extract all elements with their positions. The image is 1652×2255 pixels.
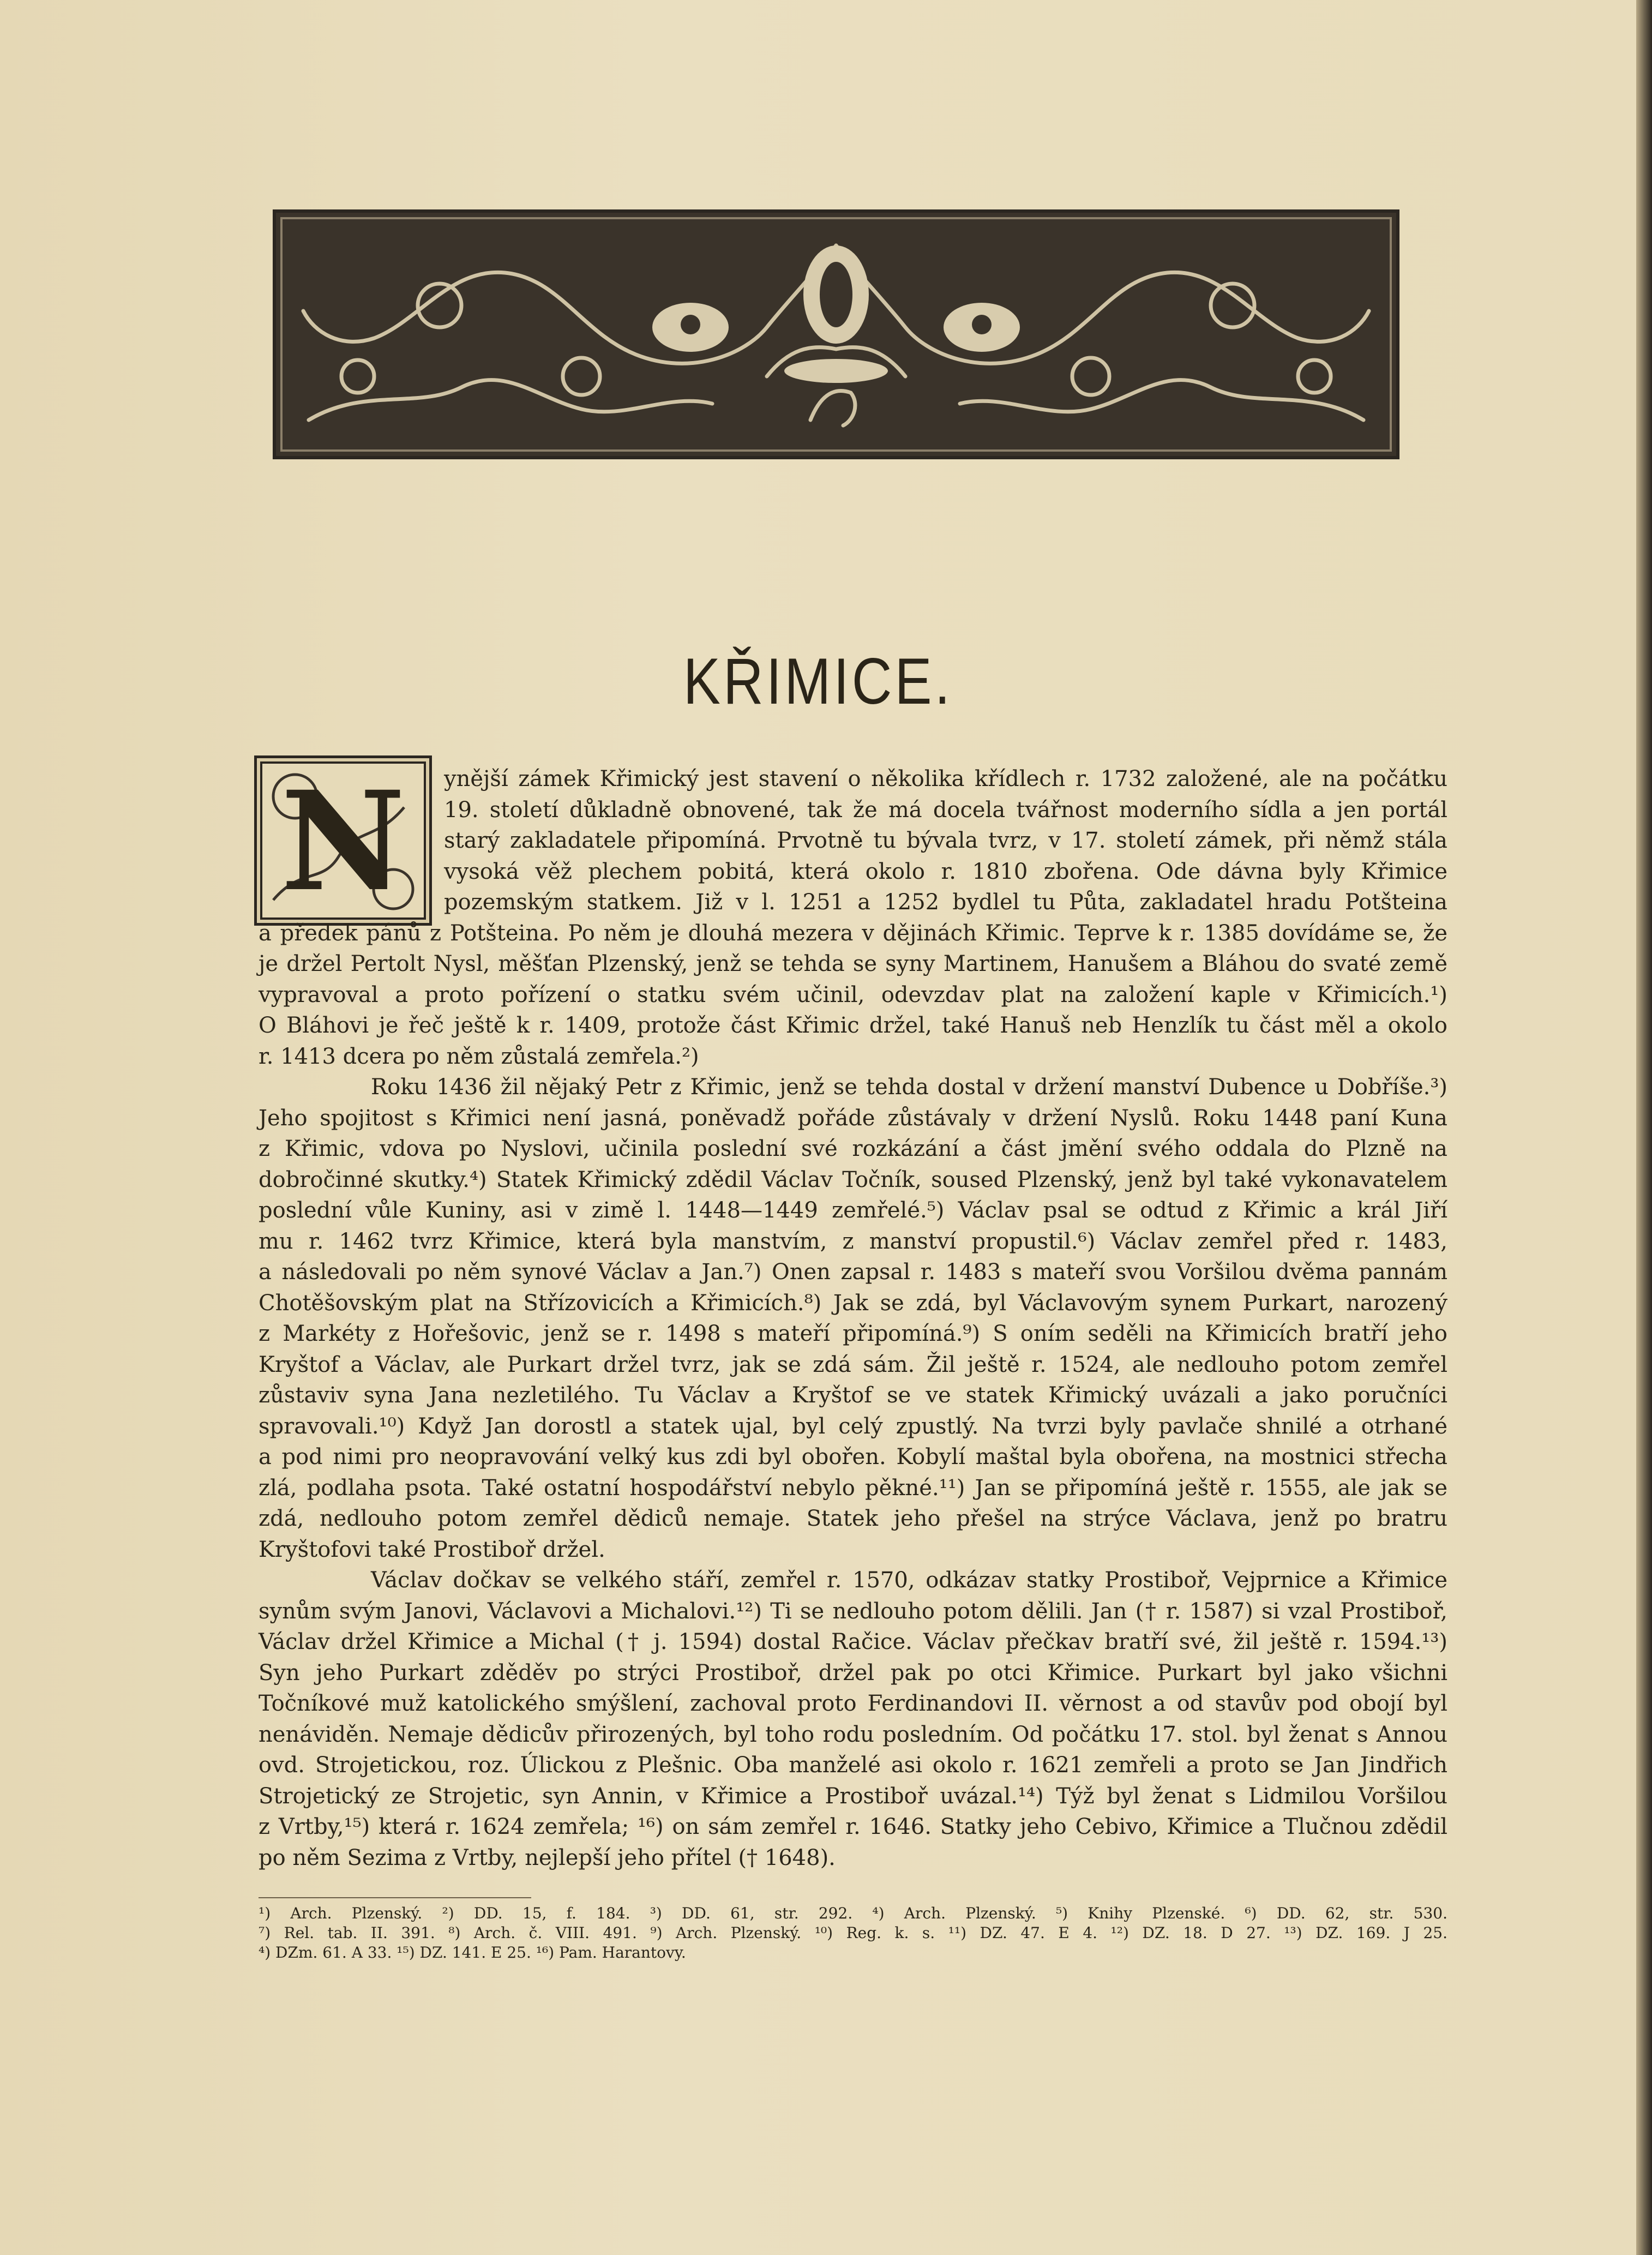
text-line: vypravoval a proto pořízení o statku svém učinil, odevzdav plat na založení kaple v Křimicích.¹): [259, 982, 1447, 1007]
paragraph-2: [259, 1072, 1447, 1565]
paragraph-3: [259, 1565, 1447, 1873]
text-line: ovd. Strojetickou, roz. Úlickou z Plešnic. Oba manželé asi okolo r. 1621 zemřeli a proto se Jan Jindřich: [259, 1753, 1447, 1778]
article-body: [259, 764, 1447, 1873]
text-line: r. 1413 dcera po něm zůstalá zemřela.²): [259, 1043, 699, 1069]
text-line: Jeho spojitost s Křimici není jasná, poněvadž pořáde zůstávaly v držení Nyslů. Roku 1448 paní Kuna: [259, 1105, 1447, 1131]
text-line: z Vrtby,¹⁵) která r. 1624 zemřela; ¹⁶) on sám zemřel r. 1646. Statky jeho Cebivo, Křimice a Tlučnou zdědil: [259, 1814, 1447, 1839]
ornament-illustration: [276, 213, 1396, 456]
book-binding-edge: [1636, 0, 1652, 2255]
footnote-divider: [259, 1897, 531, 1898]
footnote-line: ⁴) DZm. 61. A 33. ¹⁵) DZ. 141. E 25. ¹⁶) Pam. Harantovy.: [259, 1944, 686, 1962]
text-line: Václav držel Křimice a Michal († j. 1594) dostal Račice. Václav přečkav bratří své, žil ještě r. 1594.¹³): [259, 1629, 1447, 1654]
footnote-line: ¹) Arch. Plzenský. ²) DD. 15, f. 184. ³) DD. 61, str. 292. ⁴) Arch. Plzenský. ⁵) Knihy Plzenské. ⁶) DD. 62, str. 530.: [259, 1904, 1447, 1922]
text-line: zůstaviv syna Jana nezletilého. Tu Václav a Kryštof se ve statek Křimický uvázali a jako poručníci: [259, 1383, 1447, 1408]
text-line: Syn jeho Purkart zděděv po strýci Prostiboř, držel pak po otci Křimice. Purkart byl jako všichni: [259, 1660, 1447, 1686]
text-line: dobročinné skutky.⁴) Statek Křimický zdědil Václav Točník, soused Plzenský, jenž byl také vykonavatelem: [259, 1167, 1447, 1192]
text-line: spravovali.¹⁰) Když Jan dorostl a statek ujal, byl celý zpustlý. Na tvrzi byly pavlače shnilé a otrhané: [259, 1413, 1447, 1439]
text-line: Roku 1436 žil nějaký Petr z Křimic, jenž se tehda dostal v držení manství Dubence u Dobříše.³): [371, 1075, 1447, 1100]
ornamental-banner: [273, 209, 1399, 459]
text-line: Točníkové muž katolického smýšlení, zachoval proto Ferdinandovi II. věrnost a od stavův pod obojí byl: [259, 1691, 1447, 1716]
text-line: mu r. 1462 tvrz Křimice, která byla manstvím, z manství propustil.⁶) Václav zemřel před r. 1483,: [259, 1228, 1447, 1254]
text-line: synům svým Janovi, Václavovi a Michalovi.¹²) Ti se nedlouho potom dělili. Jan († r. 1587) si vzal Prostiboř,: [259, 1598, 1447, 1624]
text-line: O Bláhovi je řeč ještě k r. 1409, protože část Křimic držel, také Hanuš neb Henzlík tu část měl a okolo: [259, 1013, 1447, 1038]
text-line: z Markéty z Hořešovic, jenž se r. 1498 s mateří připomíná.⁹) S oním seděli na Křimicích bratří jeho: [259, 1321, 1447, 1346]
text-line: pozemským statkem. Již v l. 1251 a 1252 bydlel tu Půta, zakladatel hradu Potšteina: [444, 890, 1447, 915]
footnotes: [259, 1904, 1447, 1963]
text-line: nenáviděn. Nemaje dědicův přirozených, byl toho rodu posledním. Od počátku 17. stol. byl ženat s Annou: [259, 1722, 1447, 1747]
text-line: je držel Pertolt Nysl, měšťan Plzenský, jenž se tehda se syny Martinem, Hanušem a Bláhou do svaté země: [259, 951, 1447, 976]
text-line: poslední vůle Kuniny, asi v zimě l. 1448—1449 zemřelé.⁵) Václav psal se odtud z Křimic a král Jiří: [259, 1198, 1447, 1223]
paragraph-1: [259, 764, 1447, 1072]
footnote-line: ⁷) Rel. tab. II. 391. ⁸) Arch. č. VIII. 491. ⁹) Arch. Plzenský. ¹⁰) Reg. k. s. ¹¹) DZ. 47. E 4. ¹²) DZ. 18. D 27. ¹³) DZ. 169. J 25.: [259, 1924, 1447, 1942]
text-line: z Křimic, vdova po Nyslovi, učinila poslední své rozkázání a část jmění svého oddala do Plzně na: [259, 1136, 1447, 1161]
text-line: zlá, podlaha psota. Také ostatní hospodářství nebylo pěkné.¹¹) Jan se připomíná ještě r. 1555, ale jak se: [259, 1475, 1447, 1501]
text-line: Kryštof a Václav, ale Purkart držel tvrz, jak se zdá sám. Žil ještě r. 1524, ale nedlouho potom zemřel: [259, 1352, 1447, 1377]
text-line: po něm Sezima z Vrtby, nejlepší jeho přítel († 1648).: [259, 1845, 836, 1870]
initial-letter: N: [280, 761, 406, 921]
text-line: a předek pánů z Potšteina. Po něm je dlouhá mezera v dějinách Křimic. Teprve k r. 1385 dovídáme se, že: [259, 920, 1447, 946]
page-title: KŘIMICE.: [683, 645, 953, 718]
text-line: vysoká věž plechem pobitá, která okolo r. 1810 zbořena. Ode dávna byly Křimice: [444, 859, 1447, 884]
text-line: a následovali po něm synové Václav a Jan.⁷) Onen zapsal r. 1483 s mateří svou Voršilou dvěma pannám: [259, 1260, 1447, 1285]
text-line: a pod nimi pro neopravování velký kus zdi byl obořen. Kobylí maštal byla obořena, na mostnici střecha: [259, 1444, 1447, 1470]
text-line: Strojetický ze Strojetic, syn Annin, v Křimice a Prostiboř uvázal.¹⁴) Týž byl ženat s Lidmilou Voršilou: [259, 1783, 1447, 1809]
text-line: Kryštofovi také Prostiboř držel.: [259, 1537, 605, 1562]
text-line: ynější zámek Křimický jest stavení o několika křídlech r. 1732 založené, ale na počátku: [444, 766, 1447, 791]
text-line: Václav dočkav se velkého stáří, zemřel r. 1570, odkázav statky Prostiboř, Vejprnice a Křimice: [371, 1568, 1447, 1593]
text-line: Chotěšovským plat na Střízovicích a Křimicích.⁸) Jak se zdá, byl Václavovým synem Purkart, narozený: [259, 1290, 1447, 1316]
text-line: starý zakladatele připomíná. Prvotně tu bývala tvrz, v 17. století zámek, při němž stála: [444, 828, 1447, 853]
text-line: zdá, nedlouho potom zemřel dědiců nemaje. Statek jeho přešel na strýce Václava, jenž po bratru: [259, 1506, 1447, 1531]
text-line: 19. století důkladně obnovené, tak že má docela tvářnost moderního sídla a jen portál: [444, 797, 1447, 823]
